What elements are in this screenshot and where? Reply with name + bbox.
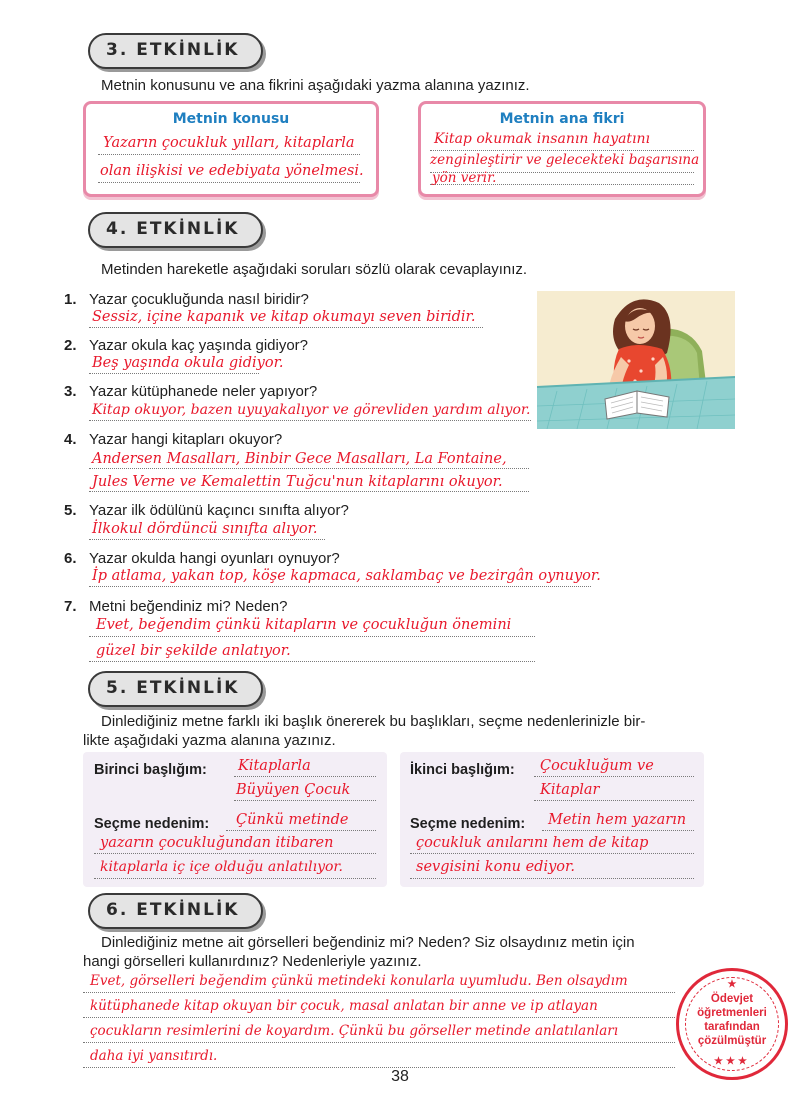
- stamp-text-line: öğretmenleri: [697, 1007, 767, 1019]
- answer-dotline: [89, 636, 535, 637]
- main-idea-answer-line: Kitap okumak insanın hayatını: [434, 131, 651, 147]
- answer-dotline: [89, 491, 529, 492]
- answer-line: güzel bir şekilde anlatıyor.: [96, 643, 291, 659]
- question-text: Yazar okula kaç yaşında gidiyor?: [89, 337, 309, 354]
- question-number: 3.: [64, 383, 77, 400]
- answer-dotline: [83, 992, 675, 993]
- first-reason-line: yazarın çocukluğundan itibaren: [100, 835, 334, 851]
- question-text: Yazar okulda hangi oyunları oynuyor?: [89, 550, 340, 567]
- answer-dotline: [89, 373, 259, 374]
- first-reason-label: Seçme nedenim:: [94, 816, 210, 832]
- question-text: Yazar çocukluğunda nasıl biridir?: [89, 291, 309, 308]
- main-idea-box-title: Metnin ana fikri: [499, 111, 625, 127]
- stamp-star-icon: ★: [727, 979, 737, 990]
- activity-6-badge: 6. ETKİNLİK: [88, 893, 263, 929]
- activity-3-instruction: Metnin konusunu ve ana fikrini aşağıdaki yazma alanına yazınız.: [101, 77, 530, 94]
- first-title-line: Kitaplarla: [238, 758, 311, 774]
- answer-line: Sessiz, içine kapanık ve kitap okumayı seven biridir.: [92, 309, 476, 325]
- answer-line: kütüphanede kitap okuyan bir çocuk, masal anlatan bir anne ve ip atlayan: [90, 998, 598, 1014]
- topic-dotline: [98, 182, 360, 183]
- stamp-text-line: çözülmüştür: [697, 1035, 767, 1047]
- question-number: 7.: [64, 598, 77, 615]
- first-reason-dotline: [94, 878, 376, 879]
- activity-6-instruction: hangi görselleri kullanırdınız? Nedenleriyle yazınız.: [83, 953, 422, 970]
- activity-3-badge: 3. ETKİNLİK: [88, 33, 263, 69]
- odevjet-stamp: [676, 968, 788, 1080]
- first-reason-line: Çünkü metinde: [236, 812, 349, 828]
- question-number: 2.: [64, 337, 77, 354]
- answer-dotline: [89, 468, 529, 469]
- answer-line: Evet, beğendim çünkü kitapların ve çocukluğun önemini: [96, 617, 512, 633]
- main-idea-answer-line: zenginleştirir ve gelecekteki başarısına: [430, 152, 700, 168]
- answer-line: Andersen Masalları, Binbir Gece Masalları, La Fontaine,: [92, 451, 507, 467]
- second-title-line: Çocukluğum ve: [540, 758, 654, 774]
- question-number: 5.: [64, 502, 77, 519]
- answer-line: Jules Verne ve Kemalettin Tuğcu'nun kitaplarını okuyor.: [92, 474, 503, 490]
- activity-5-instruction: likte aşağıdaki yazma alanına yazınız.: [83, 732, 336, 749]
- answer-dotline: [83, 1017, 675, 1018]
- second-reason-label: Seçme nedenim:: [410, 816, 526, 832]
- answer-line: çocukların resimlerini de koyardım. Çünkü bu görseller metinde anlatılanları: [90, 1023, 619, 1039]
- second-title-dotline: [534, 776, 694, 777]
- question-number: 1.: [64, 291, 77, 308]
- second-reason-line: sevgisini konu ediyor.: [416, 859, 575, 875]
- activity-6-instruction: Dinlediğiniz metne ait görselleri beğendiniz mi? Neden? Siz olsaydınız metin için: [101, 934, 635, 951]
- activity-5-badge: 5. ETKİNLİK: [88, 671, 263, 707]
- question-text: Metni beğendiniz mi? Neden?: [89, 598, 288, 615]
- activity-4-badge: 4. ETKİNLİK: [88, 212, 263, 248]
- answer-line: daha iyi yansıtırdı.: [90, 1048, 218, 1064]
- topic-box-title: Metnin konusu: [172, 111, 290, 127]
- answer-line: Kitap okuyor, bazen uyuyakalıyor ve görevliden yardım alıyor.: [92, 402, 531, 418]
- answer-dotline: [89, 327, 483, 328]
- answer-dotline: [89, 420, 531, 421]
- topic-answer-line: Yazarın çocukluk yılları, kitaplarla: [103, 135, 355, 151]
- answer-line: İlkokul dördüncü sınıfta alıyor.: [92, 521, 318, 537]
- topic-dotline: [98, 154, 360, 155]
- girl-reading-illustration: [537, 291, 735, 429]
- question-text: Yazar kütüphanede neler yapıyor?: [89, 383, 318, 400]
- question-number: 6.: [64, 550, 77, 567]
- stamp-stars-icon: ★★★: [714, 1056, 750, 1067]
- question-number: 4.: [64, 431, 77, 448]
- second-title-label: İkinci başlığım:: [410, 762, 515, 778]
- answer-dotline: [89, 586, 591, 587]
- second-title-line: Kitaplar: [540, 782, 600, 798]
- first-title-label: Birinci başlığım:: [94, 762, 207, 778]
- second-reason-line: Metin hem yazarın: [548, 812, 687, 828]
- answer-dotline: [89, 539, 325, 540]
- first-title-dotline: [234, 800, 376, 801]
- page-number: 38: [391, 1068, 409, 1085]
- first-title-line: Büyüyen Çocuk: [236, 782, 351, 798]
- second-title-dotline: [534, 800, 694, 801]
- topic-answer-line: olan ilişkisi ve edebiyata yönelmesi.: [100, 163, 364, 179]
- activity-5-instruction: Dinlediğiniz metne farklı iki başlık önererek bu başlıkları, seçme nedenlerinizle bir-: [101, 713, 646, 730]
- second-reason-dotline: [542, 830, 694, 831]
- stamp-text-line: tarafından: [704, 1021, 760, 1033]
- second-reason-dotline: [410, 878, 694, 879]
- main-idea-dotline: [430, 150, 694, 151]
- answer-dotline: [83, 1042, 675, 1043]
- first-reason-dotline: [226, 830, 376, 831]
- main-idea-answer-line: yön verir.: [432, 170, 497, 186]
- answer-line: Beş yaşında okula gidiyor.: [92, 355, 284, 371]
- second-reason-dotline: [410, 853, 694, 854]
- answer-line: İp atlama, yakan top, köşe kapmaca, saklambaç ve bezirgân oynuyor.: [92, 568, 601, 584]
- stamp-text-line: Ödevjet: [710, 993, 754, 1005]
- first-title-dotline: [234, 776, 376, 777]
- answer-line: Evet, görselleri beğendim çünkü metindeki konularla uyumludu. Ben olsaydım: [90, 973, 628, 989]
- question-text: Yazar hangi kitapları okuyor?: [89, 431, 283, 448]
- activity-4-instruction: Metinden hareketle aşağıdaki soruları sözlü olarak cevaplayınız.: [101, 261, 528, 278]
- question-text: Yazar ilk ödülünü kaçıncı sınıfta alıyor?: [89, 502, 349, 519]
- second-reason-line: çocukluk anılarını hem de kitap: [416, 835, 649, 851]
- first-reason-line: kitaplarla iç içe olduğu anlatılıyor.: [100, 859, 344, 875]
- first-reason-dotline: [94, 853, 376, 854]
- answer-dotline: [89, 661, 535, 662]
